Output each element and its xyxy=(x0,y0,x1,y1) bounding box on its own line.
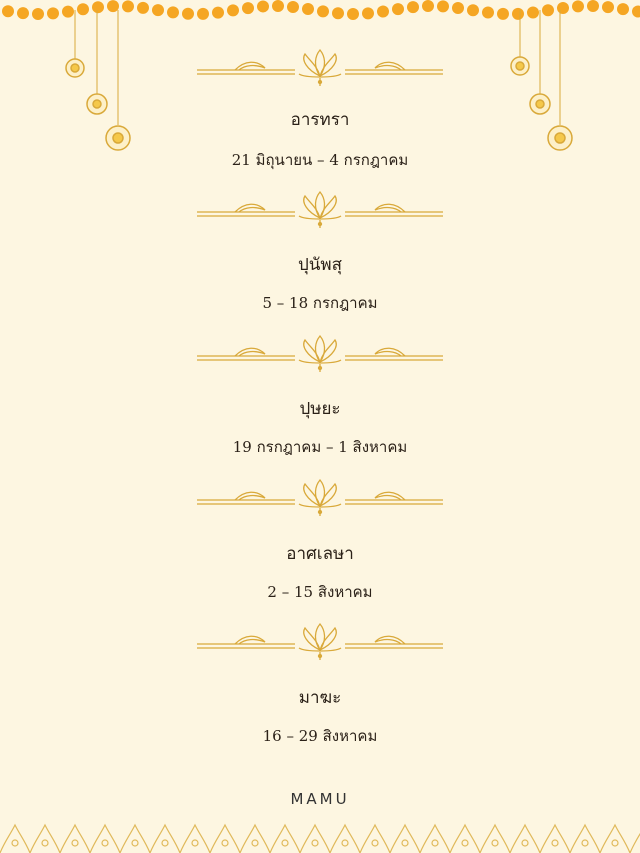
nakshatra-dates: 2 – 15 สิงหาคม xyxy=(267,583,373,601)
lotus-divider-icon xyxy=(195,190,445,230)
lotus-divider-icon xyxy=(195,478,445,518)
nakshatra-name: ปุนัพสุ xyxy=(298,255,342,275)
nakshatra-name: ปุษยะ xyxy=(299,399,341,419)
nakshatra-dates: 19 กรกฎาคม – 1 สิงหาคม xyxy=(232,438,408,456)
nakshatra-dates: 5 – 18 กรกฎาคม xyxy=(262,294,378,312)
lotus-border-icon xyxy=(0,813,640,853)
brand-logo: MAMU xyxy=(290,790,350,808)
nakshatra-name: อาศเลษา xyxy=(286,544,354,564)
nakshatra-dates: 16 – 29 สิงหาคม xyxy=(262,727,378,745)
lotus-divider-icon xyxy=(195,334,445,374)
lotus-divider-icon xyxy=(195,622,445,662)
lotus-divider-icon xyxy=(195,48,445,88)
nakshatra-dates: 21 มิถุนายน – 4 กรกฎาคม xyxy=(231,151,409,169)
nakshatra-name: มาฆะ xyxy=(298,688,342,708)
nakshatra-name: อารทรา xyxy=(290,110,350,130)
